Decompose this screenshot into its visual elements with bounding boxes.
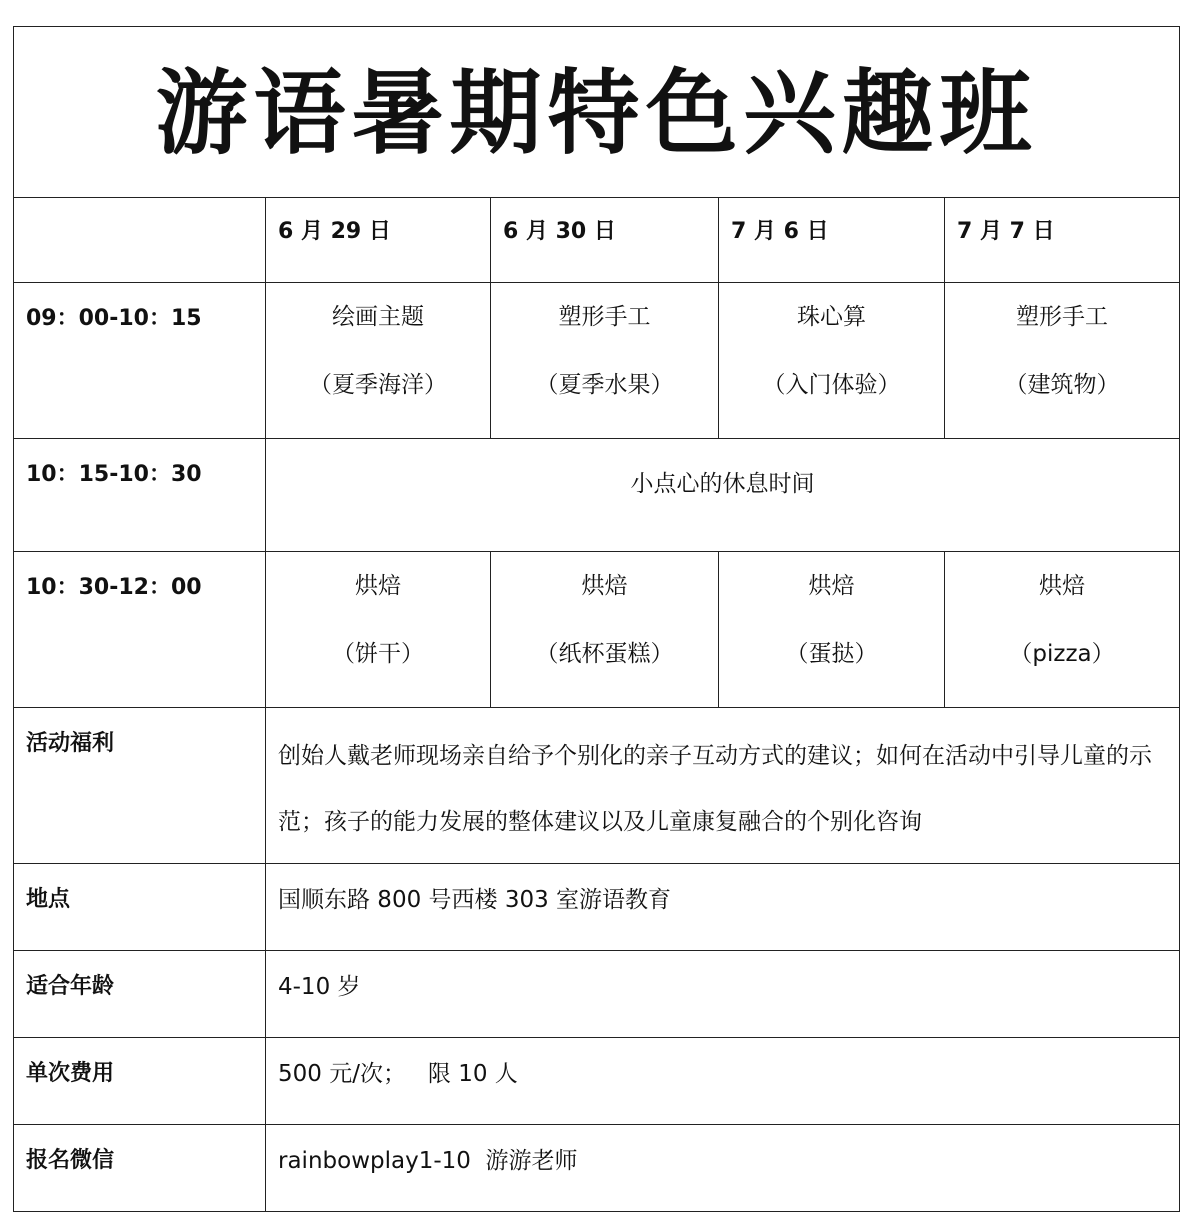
title-row bbox=[14, 27, 1180, 198]
wechat-label: 报名微信 bbox=[14, 1125, 266, 1212]
age-row bbox=[14, 951, 1180, 1038]
time-slot-1: 09：00-10：15 bbox=[14, 283, 266, 439]
class-detail: （建筑物） bbox=[1004, 372, 1120, 398]
location-value: 国顺东路 800 号西楼 303 室游语教育 bbox=[266, 864, 1180, 951]
class-name: 烘焙 bbox=[581, 573, 628, 599]
break-label: 小点心的休息时间 bbox=[266, 439, 1180, 552]
fee-row bbox=[14, 1038, 1180, 1125]
class-detail: （pizza） bbox=[1009, 641, 1115, 667]
class-detail: （夏季水果） bbox=[535, 372, 674, 398]
benefits-label: 活动福利 bbox=[14, 708, 266, 864]
date-header-3: 7 月 6 日 bbox=[719, 198, 945, 283]
page-title: 游语暑期特色兴趣班 bbox=[155, 60, 1038, 167]
class-name: 烘焙 bbox=[355, 573, 401, 599]
class-name: 塑形手工 bbox=[558, 304, 651, 330]
age-label: 适合年龄 bbox=[14, 951, 266, 1038]
class-cell bbox=[945, 552, 1180, 708]
class-detail: （饼干） bbox=[332, 641, 424, 667]
date-header-row bbox=[14, 198, 1180, 283]
location-label: 地点 bbox=[14, 864, 266, 951]
class-cell bbox=[491, 283, 719, 439]
schedule-table bbox=[13, 26, 1180, 1212]
class-cell bbox=[491, 552, 719, 708]
fee-value: 500 元/次； 限 10 人 bbox=[266, 1038, 1180, 1125]
benefits-text: 创始人戴老师现场亲自给予个别化的亲子互动方式的建议；如何在活动中引导儿童的示范；孩子的能力发展的整体建议以及儿童康复融合的个别化咨询 bbox=[278, 743, 1152, 835]
fee-label: 单次费用 bbox=[14, 1038, 266, 1125]
date-header-4: 7 月 7 日 bbox=[945, 198, 1180, 283]
wechat-row bbox=[14, 1125, 1180, 1212]
class-detail: （夏季海洋） bbox=[309, 372, 447, 398]
schedule-document bbox=[13, 26, 1179, 1212]
slot-row-baking bbox=[14, 552, 1180, 708]
slot-row-break bbox=[14, 439, 1180, 552]
slot-row-morning bbox=[14, 283, 1180, 439]
class-cell bbox=[945, 283, 1180, 439]
class-detail: （纸杯蛋糕） bbox=[535, 641, 674, 667]
class-cell bbox=[266, 552, 491, 708]
class-name: 烘焙 bbox=[808, 573, 855, 599]
class-name: 绘画主题 bbox=[332, 304, 424, 330]
class-name: 珠心算 bbox=[797, 304, 866, 330]
class-cell bbox=[266, 283, 491, 439]
location-row bbox=[14, 864, 1180, 951]
time-slot-3: 10：30-12：00 bbox=[14, 552, 266, 708]
date-header-1: 6 月 29 日 bbox=[266, 198, 491, 283]
title-cell bbox=[14, 27, 1180, 198]
class-cell bbox=[719, 283, 945, 439]
class-detail: （蛋挞） bbox=[785, 641, 878, 667]
class-cell bbox=[719, 552, 945, 708]
class-name: 塑形手工 bbox=[1016, 304, 1109, 330]
class-name: 烘焙 bbox=[1039, 573, 1086, 599]
benefits-row bbox=[14, 708, 1180, 864]
date-header-2: 6 月 30 日 bbox=[491, 198, 719, 283]
time-slot-2: 10：15-10：30 bbox=[14, 439, 266, 552]
class-detail: （入门体验） bbox=[762, 372, 901, 398]
wechat-value: rainbowplay1-10 游游老师 bbox=[266, 1125, 1180, 1212]
age-value: 4-10 岁 bbox=[266, 951, 1180, 1038]
header-corner-cell bbox=[14, 198, 266, 283]
benefits-cell bbox=[266, 708, 1180, 864]
